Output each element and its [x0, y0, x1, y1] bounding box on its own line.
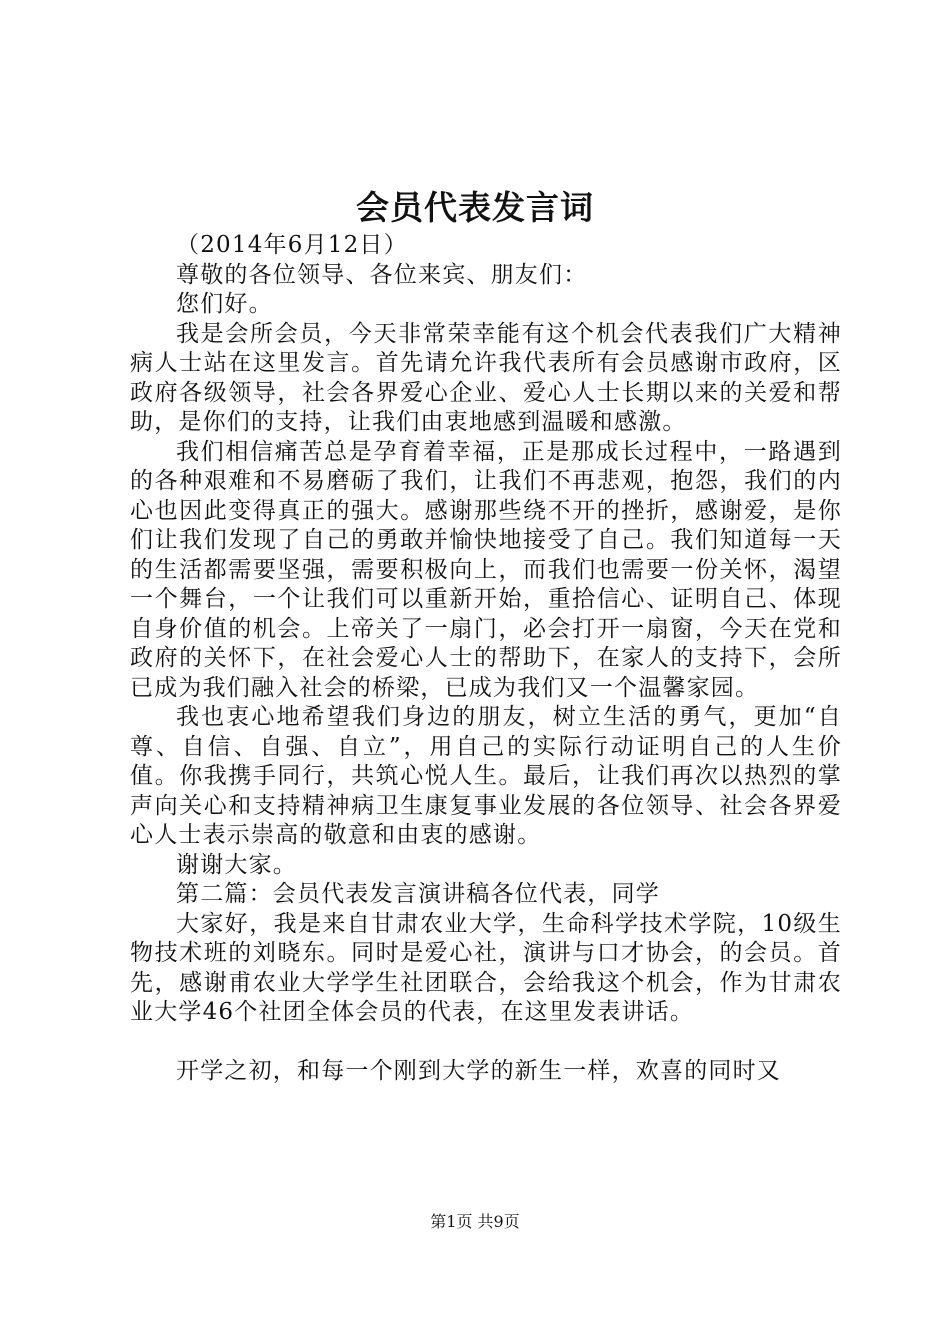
document-body: [130, 231, 842, 1087]
second-paragraph-1: 大家好，我是来自甘肃农业大学，生命科学技术学院，10级生物技术班的刘晓东。同时是爱心社，演讲与口才协会，的会员。首先，感谢甫农业大学学生社团联合，会给我这个机会，作为甘肃农业大学46个社团全体会员的代表，在这里发表讲话。: [130, 910, 842, 1025]
hello-line: 您们好。: [176, 291, 273, 317]
paragraph-1: 我是会所会员，今天非常荣幸能有这个机会代表我们广大精神病人士站在这里发言。首先请允许我代表所有会员感谢市政府，区政府各级领导，社会各界爱心企业、爱心人士长期以来的关爱和帮助，是你们的支持，让我们由衷地感到温暖和感激。: [130, 320, 842, 435]
document-title: 会员代表发言词: [356, 188, 594, 227]
second-paragraph-2: 开学之初，和每一个刚到大学的新生一样，欢喜的同时又: [176, 1058, 781, 1084]
second-heading: 第二篇：会员代表发言演讲稿各位代表，同学: [176, 881, 660, 907]
paragraph-2: 我们相信痛苦总是孕育着幸福，正是那成长过程中，一路遇到的各种艰难和不易磨砺了我们，让我们不再悲观，抱怨，我们的内心也因此变得真正的强大。感谢那些绕不开的挫折，感谢爱，是你们让我们发现了自己的勇敢并愉快地接受了自己。我们知道每一天的生活都需要坚强，需要积极向上，而我们也需要一份关怀，渴望一个舞台，一个让我们可以重新开始，重拾信心、证明自己、体现自身价值的机会。上帝关了一扇门，必会打开一扇窗，今天在党和政府的关怀下，在社会爱心人士的帮助下，在家人的支持下，会所已成为我们融入社会的桥梁，已成为我们又一个温馨家园。: [130, 438, 842, 701]
greeting: 尊敬的各位领导、各位来宾、朋友们：: [176, 261, 588, 288]
date-line: （2014年6月12日）: [176, 232, 408, 258]
paragraph-3: 我也衷心地希望我们身边的朋友，树立生活的勇气，更加“自尊、自信、自强、自立”，用自己的实际行动证明自己的人生价值。你我携手同行，共筑心悦人生。最后，让我们再次以热烈的掌声向关心和支持精神病卫生康复事业发展的各位领导、社会各界爱心人士表示崇高的敬意和由衷的感谢。: [130, 704, 842, 848]
paragraph-gap: [130, 1028, 842, 1058]
thanks-line: 谢谢大家。: [176, 851, 297, 878]
page-footer: 第1页 共9页: [430, 1212, 520, 1231]
